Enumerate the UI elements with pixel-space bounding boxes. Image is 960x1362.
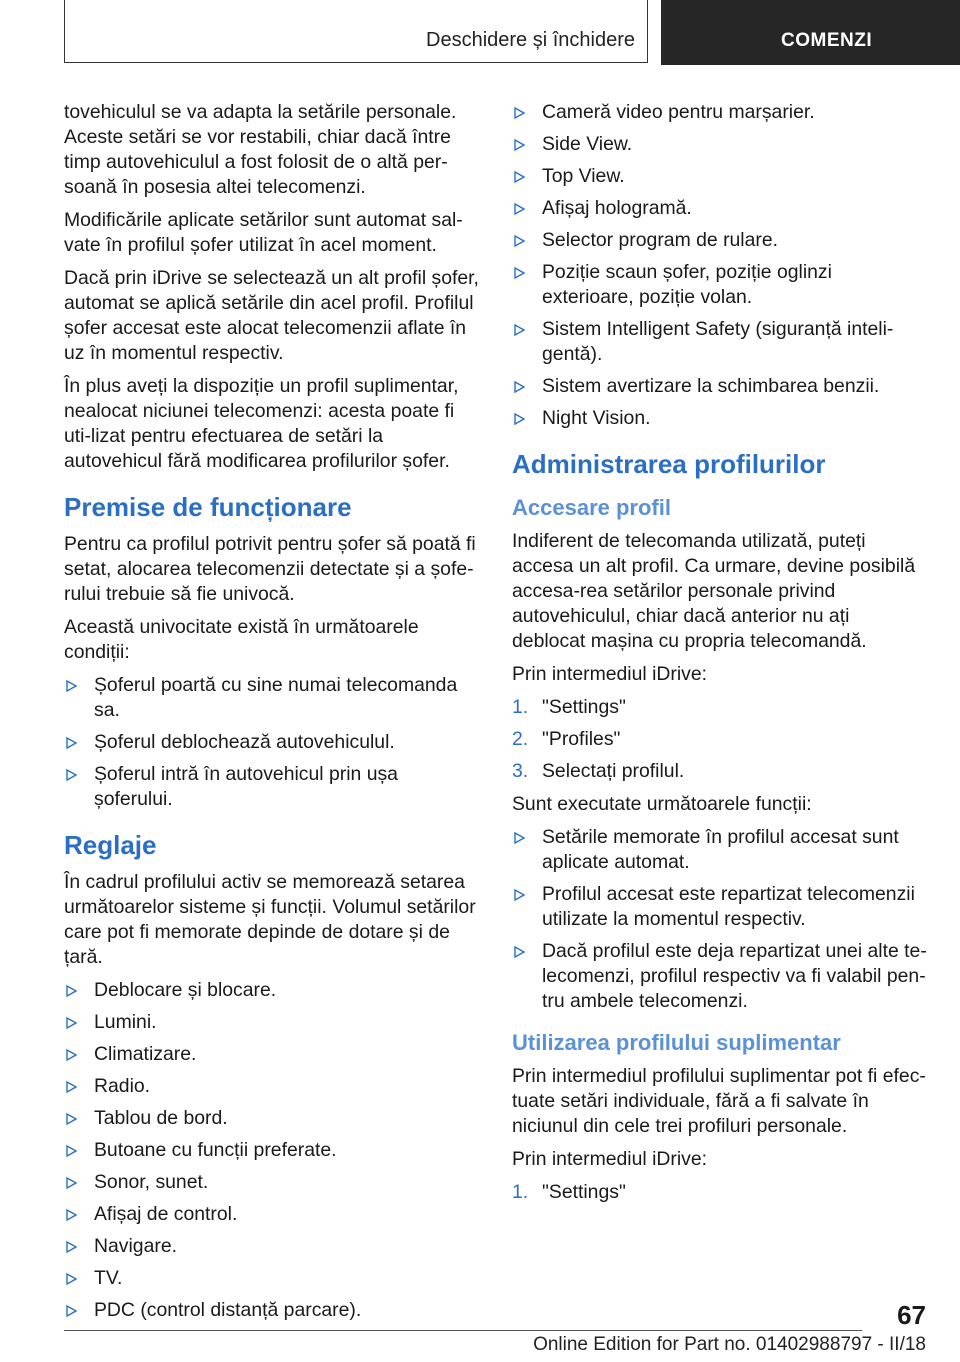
paragraph: Indiferent de telecomanda utilizată, puteți accesa un alt profil. Ca urmare, devine posibilă accesa‐rea setărilor personale privind autovehiculul, chiar dacă anterior nu ați deblocat mașina cu propria telecomandă. [512, 530, 916, 652]
steps-list [512, 1180, 928, 1205]
triangle-bullet-icon [66, 1113, 77, 1125]
edition-footer: Online Edition for Part no. 01402988797 - II/18 [533, 1334, 926, 1355]
list-item: Butoane cu funcții preferate. [64, 1138, 480, 1163]
chapter-title: COMENZI [781, 30, 873, 51]
triangle-bullet-icon [66, 985, 77, 997]
page-header [0, 0, 960, 66]
paragraph: Pentru ca profilul potrivit pentru șofer să poată fi setat, alocarea telecomenzii detectate și a șofe‐rului trebuie să fie univocă. [64, 533, 476, 605]
triangle-bullet-icon [66, 1177, 77, 1189]
systems-list-continued [512, 100, 928, 431]
section-title: Deschidere și închidere [426, 29, 635, 51]
triangle-bullet-icon [66, 737, 77, 749]
paragraph: În cadrul profilului activ se memorează setarea următoarelor sisteme și funcții. Volumul setărilor care pot fi memorate depinde de dotare și de țară. [64, 871, 476, 968]
heading-suplimentar: Utilizarea profilului suplimentar [512, 1030, 841, 1055]
heading-premise: Premise de funcționare [64, 492, 352, 522]
list-item: Șoferul poartă cu sine numai telecomanda sa. [64, 673, 480, 723]
heading-accesare: Accesare profil [512, 495, 671, 520]
list-item: Șoferul intră în autovehicul prin ușa șoferului. [64, 762, 480, 812]
list-item: Night Vision. [512, 406, 928, 431]
triangle-bullet-icon [514, 235, 525, 247]
list-item: Climatizare. [64, 1042, 480, 1067]
list-item: Deblocare și blocare. [64, 978, 480, 1003]
list-item: Selector program de rulare. [512, 228, 928, 253]
paragraph: Modificările aplicate setărilor sunt automat sal‐vate în profilul șofer utilizat în acel moment. [64, 209, 463, 256]
list-item: Sistem avertizare la schimbarea benzii. [512, 374, 928, 399]
triangle-bullet-icon [66, 1273, 77, 1285]
list-item: Afișaj hologramă. [512, 196, 928, 221]
list-item: Sistem Intelligent Safety (siguranță inteli‐gentă). [512, 317, 928, 367]
triangle-bullet-icon [514, 107, 525, 119]
list-item: Șoferul deblochează autovehiculul. [64, 730, 480, 755]
triangle-bullet-icon [66, 680, 77, 692]
list-item: Side View. [512, 132, 928, 157]
triangle-bullet-icon [514, 381, 525, 393]
list-item: 3. Selectați profilul. [512, 760, 685, 782]
chapter-tab [661, 0, 960, 65]
list-item: Profilul accesat este repartizat telecomenzii utilizate la momentul respectiv. [512, 882, 928, 932]
paragraph: Sunt executate următoarele funcții: [512, 793, 812, 815]
triangle-bullet-icon [514, 171, 525, 183]
list-item: 2. "Profiles" [512, 728, 621, 750]
list-item: 1. "Settings" [512, 1181, 626, 1203]
functions-list [512, 825, 928, 1014]
section-tab [64, 0, 648, 63]
triangle-bullet-icon [514, 267, 525, 279]
paragraph: Dacă prin iDrive se selectează un alt profil șofer, automat se aplică setările din acel profil. Profilul șofer accesat este alocat telecomenzii aflate în uz în momentul respectiv. [64, 267, 479, 364]
triangle-bullet-icon [514, 889, 525, 901]
systems-list [64, 978, 480, 1323]
triangle-bullet-icon [514, 946, 525, 958]
triangle-bullet-icon [66, 1305, 77, 1317]
list-item: Lumini. [64, 1010, 480, 1035]
heading-administrare: Administrarea profilurilor [512, 449, 826, 479]
paragraph: tovehiculul se va adapta la setările personale. Aceste setări se vor restabili, chiar dacă între timp autovehiculul a fost folosit de o altă per‐soană în posesia altei telecomenzi. [64, 101, 457, 198]
list-item: Sonor, sunet. [64, 1170, 480, 1195]
page-number: 67 [897, 1300, 926, 1330]
footer-divider [64, 1330, 862, 1331]
list-item: Setările memorate în profilul accesat sunt aplicate automat. [512, 825, 928, 875]
list-item: TV. [64, 1266, 480, 1291]
triangle-bullet-icon [66, 1209, 77, 1221]
paragraph: Prin intermediul iDrive: [512, 1148, 708, 1170]
list-item: Tablou de bord. [64, 1106, 480, 1131]
triangle-bullet-icon [66, 1049, 77, 1061]
pointing-hand-icon [0, 0, 30, 30]
paragraph: În plus aveți la dispoziție un profil suplimentar, nealocat niciunei telecomenzi: acesta poate fi uti‐lizat pentru efectuarea de setări la autovehicul fără modificarea profilurilor șofer. [64, 375, 459, 472]
triangle-bullet-icon [514, 832, 525, 844]
triangle-bullet-icon [514, 413, 525, 425]
triangle-bullet-icon [514, 324, 525, 336]
triangle-bullet-icon [66, 769, 77, 781]
left-column [64, 100, 480, 1331]
conditions-list [64, 673, 480, 812]
triangle-bullet-icon [66, 1241, 77, 1253]
list-item: Radio. [64, 1074, 480, 1099]
list-item: Cameră video pentru marșarier. [512, 100, 928, 125]
right-column [512, 100, 928, 1213]
list-item: Poziție scaun șofer, poziție oglinzi exterioare, poziție volan. [512, 260, 928, 310]
heading-reglaje: Reglaje [64, 830, 157, 860]
list-item: Navigare. [64, 1234, 480, 1259]
list-item: 1. "Settings" [512, 696, 626, 718]
triangle-bullet-icon [66, 1145, 77, 1157]
list-item: Dacă profilul este deja repartizat unei alte te‐lecomenzi, profilul respectiv va fi valabil pen‐tru ambele telecomenzi. [512, 939, 928, 1014]
paragraph: Prin intermediul profilului suplimentar pot fi efec‐tuate setări individuale, fără a fi salvate în niciunul din cele trei profiluri personale. [512, 1065, 926, 1137]
paragraph: Prin intermediul iDrive: [512, 663, 708, 685]
steps-list [512, 695, 928, 784]
triangle-bullet-icon [66, 1081, 77, 1093]
list-item: Afișaj de control. [64, 1202, 480, 1227]
triangle-bullet-icon [514, 139, 525, 151]
paragraph: Această univocitate există în următoarele condiții: [64, 616, 419, 663]
triangle-bullet-icon [514, 203, 525, 215]
list-item: PDC (control distanță parcare). [64, 1298, 480, 1323]
triangle-bullet-icon [66, 1017, 77, 1029]
list-item: Top View. [512, 164, 928, 189]
